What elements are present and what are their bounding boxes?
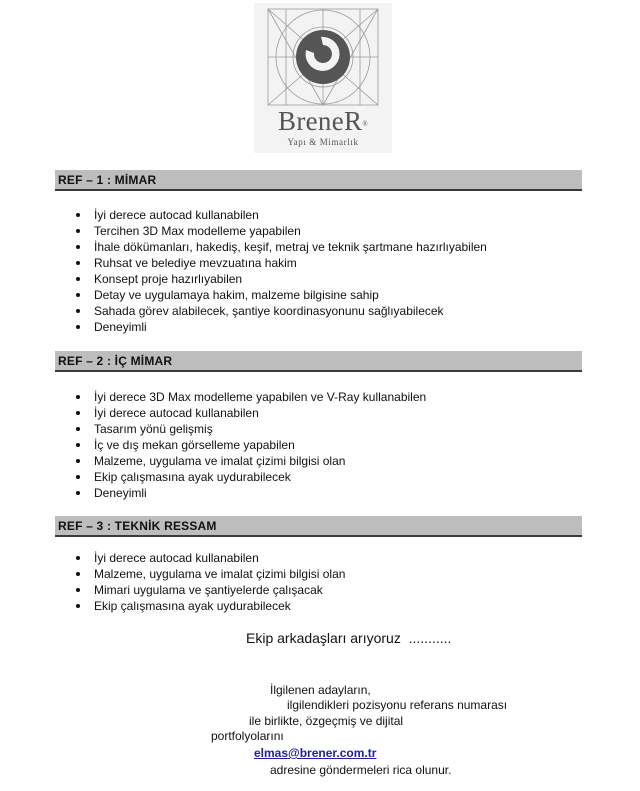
application-note-line: portfolyolarını: [211, 729, 284, 743]
list-item: Deneyimli: [0, 319, 487, 335]
requirements-list-ref-3: [0, 550, 345, 614]
brand-tagline: Yapı & Mimarlık: [287, 137, 359, 147]
list-item: İyi derece autocad kullanabilen: [0, 550, 345, 566]
section-header-ref-2: [55, 351, 582, 372]
list-item: Ekip çalışmasına ayak uydurabilecek: [0, 469, 426, 485]
list-item: İyi derece 3D Max modelleme yapabilen ve V-Ray kullanabilen: [0, 389, 426, 405]
list-item: Konsept proje hazırlıyabilen: [0, 271, 487, 287]
section-title: REF – 1 : MİMAR: [58, 173, 157, 187]
list-item: Ruhsat ve belediye mevzuatına hakim: [0, 255, 487, 271]
section-title: REF – 2 : İÇ MİMAR: [58, 354, 173, 368]
brand-name: [254, 106, 392, 136]
list-item: İyi derece autocad kullanabilen: [0, 207, 487, 223]
requirements-list-ref-2: [0, 389, 426, 501]
brand-name-text: BreneR: [278, 106, 363, 136]
list-item: İhale dökümanları, hakediş, keşif, metraj ve teknik şartmane hazırlıyabilen: [0, 239, 487, 255]
requirements-list-ref-1: [0, 207, 487, 335]
list-item: İç ve dış mekan görselleme yapabilen: [0, 437, 426, 453]
list-item: Deneyimli: [0, 485, 426, 501]
list-item: Ekip çalışmasına ayak uydurabilecek: [0, 598, 345, 614]
list-item: Tercihen 3D Max modelleme yapabilen: [0, 223, 487, 239]
list-item: Malzeme, uygulama ve imalat çizimi bilgisi olan: [0, 566, 345, 582]
list-item: Tasarım yönü gelişmiş: [0, 421, 426, 437]
list-item: Sahada görev alabilecek, şantiye koordinasyonunu sağlıyabilecek: [0, 303, 487, 319]
hiring-headline: Ekip arkadaşları arıyoruz ...........: [246, 630, 452, 646]
section-header-ref-1: [55, 170, 582, 191]
list-item: Malzeme, uygulama ve imalat çizimi bilgisi olan: [0, 453, 426, 469]
list-item: İyi derece autocad kullanabilen: [0, 405, 426, 421]
list-item: Detay ve uygulamaya hakim, malzeme bilgisine sahip: [0, 287, 487, 303]
section-title: REF – 3 : TEKNİK RESSAM: [58, 519, 217, 533]
list-item: Mimari uygulama ve şantiyelerde çalışacak: [0, 582, 345, 598]
section-header-ref-3: [55, 516, 582, 537]
contact-email-link[interactable]: elmas@brener.com.tr: [254, 746, 377, 760]
application-note-line: İlgilenen adayların,: [270, 683, 371, 697]
application-note-line: ilgilendikleri pozisyonu referans numarası: [287, 698, 508, 712]
application-closing-line: adresine göndermeleri rica olunur.: [270, 763, 452, 777]
registered-mark: ®: [362, 120, 368, 128]
application-note-line: ile birlikte, özgeçmiş ve dijital: [249, 714, 404, 728]
